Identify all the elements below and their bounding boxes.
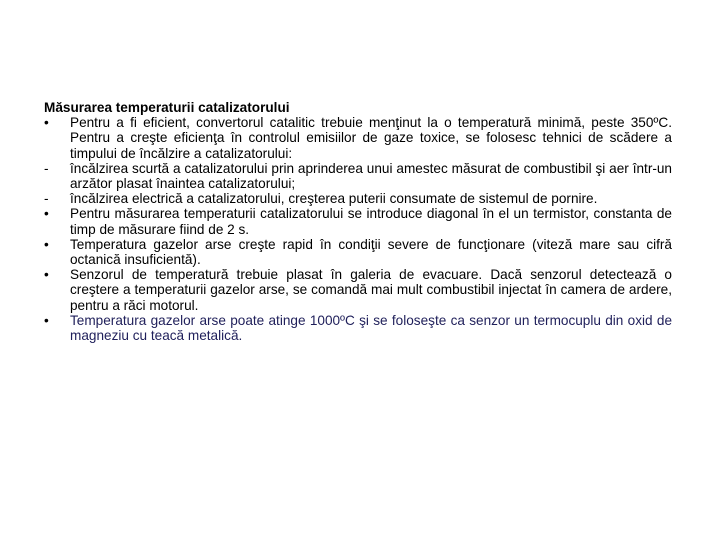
bullet-marker: • xyxy=(44,267,49,283)
bullet-marker: • xyxy=(44,206,49,222)
dash-marker: - xyxy=(44,160,49,176)
list-item-text: Senzorul de temperatură trebuie plasat în galeria de evacuare. Dacă senzorul detectează o creştere a temperaturii gazelor arse, se comandă mai mult combustibil injectat în camera de ardere, pentru a răci motorul. xyxy=(70,267,672,313)
dash-marker: - xyxy=(44,191,49,207)
list-item xyxy=(44,267,672,313)
slide-content xyxy=(44,100,672,343)
bullet-marker: • xyxy=(44,236,49,252)
list-item-text: încălzirea electrică a catalizatorului, creşterea puterii consumate de sistemul de pornire. xyxy=(70,191,598,207)
list-item xyxy=(44,191,672,206)
list-item-text: Pentru a fi eficient, convertorul catalitic trebuie menţinut la o temperatură minimă, peste 350ºC. Pentru a creşte eficienţa în controlul emisiilor de gaze toxice, se folosesc tehnici de scădere a timpului de încălzire a catalizatorului: xyxy=(70,115,672,161)
list-item xyxy=(44,115,672,161)
list-item-text: încălzirea scurtă a catalizatorului prin aprinderea unui amestec măsurat de combustibil şi aer într-un arzător plasat înaintea catalizatorului; xyxy=(70,160,672,192)
bullet-marker: • xyxy=(44,312,49,328)
list-item-text: Temperatura gazelor arse creşte rapid în condiţii severe de funcţionare (viteză mare sau cifră octanică insuficientă). xyxy=(70,236,672,268)
list-item xyxy=(44,206,672,236)
list-item xyxy=(44,237,672,267)
list-item-text: Temperatura gazelor arse poate atinge 1000ºC şi se foloseşte ca senzor un termocuplu din oxid de magneziu cu teacă metalică. xyxy=(70,312,672,344)
list-item-text: Pentru măsurarea temperaturii catalizatorului se introduce diagonal în el un termistor, constanta de timp de măsurare fiind de 2 s. xyxy=(70,206,672,237)
bullet-marker: • xyxy=(44,115,49,131)
list-item xyxy=(44,161,672,191)
list-item xyxy=(44,313,672,343)
slide-title: Măsurarea temperaturii catalizatorului xyxy=(44,100,290,115)
